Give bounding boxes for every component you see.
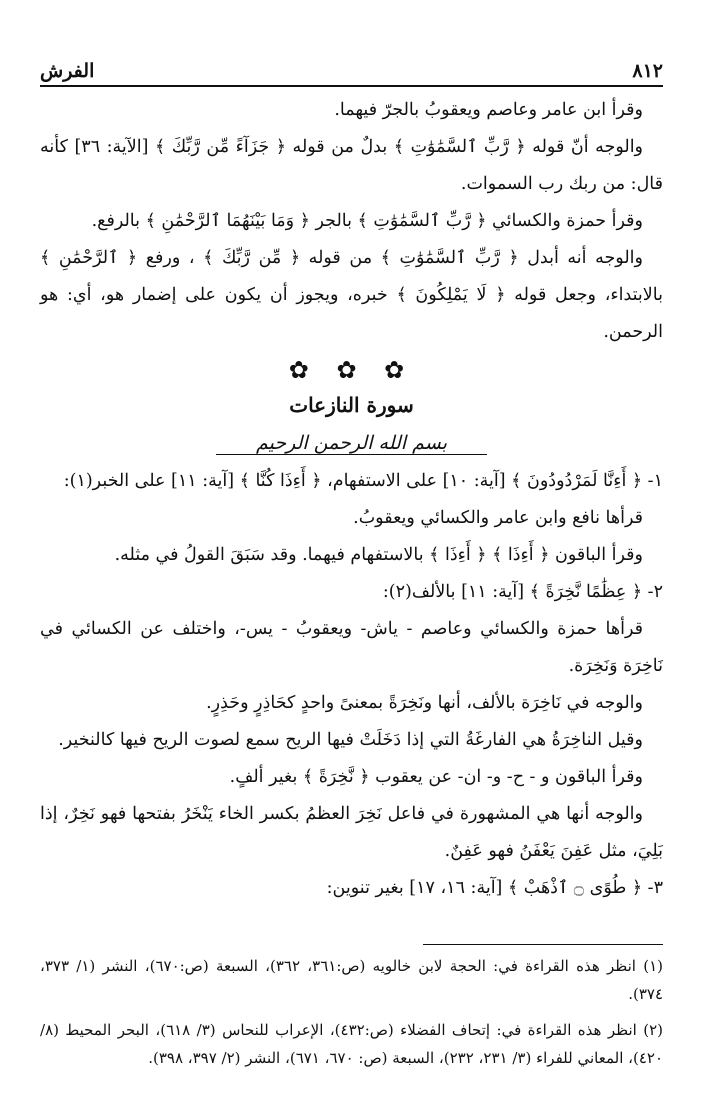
paragraph: والوجه أنّ قوله ﴿ رَّبِّ ٱلسَّمَٰوَٰتِ ﴾ بدلٌ من قوله ﴿ جَزَآءً مِّن رَّبِّكَ ﴾ [الآية: ٣٦] كأنه قال: من ربك رب السموات.: [40, 137, 663, 194]
header-rule: [40, 85, 663, 87]
reading-item: ٣- ﴿ طُوًى ۝ ٱذْهَبْ ﴾ [آية: ١٦، ١٧] بغير تنوين:: [326, 878, 663, 898]
paragraph: قرأها حمزة والكسائي وعاصم - ياش- ويعقوبُ - يس-، واختلف عن الكسائي في نَاخِرَة وَنَخِرَة.: [40, 619, 663, 676]
page-number: ٨١٢: [632, 60, 663, 82]
footnotes: [40, 952, 663, 1080]
paragraph: قرأها نافع وابن عامر والكسائي ويعقوبُ.: [353, 508, 643, 528]
paragraph: وقرأ ابن عامر وعاصم ويعقوبُ بالجرّ فيهما.: [334, 100, 643, 120]
paragraph: والوجه أنه أبدل ﴿ رَّبِّ ٱلسَّمَٰوَٰتِ ﴾ من قوله ﴿ مِّن رَّبِّكَ ﴾ ، ورفع ﴿ ٱلرَّحْمَٰنِ ﴾ بالابتداء، وجعل قوله ﴿ لَا يَمْلِكُونَ ﴾ خبره، ويجوز أن يكون على إضمار هو، أي: هو الرحمن.: [40, 248, 663, 342]
running-header: [40, 60, 663, 82]
paragraph: والوجه أنها هي المشهورة في فاعل نَخِرَ العظمُ بكسر الخاء يَنْخَرُ بفتحها فهو نَخِرٌ، إذا بَلِيَ، مثل عَفِنَ يَعْفَنُ فهو عَفِنٌ.: [40, 804, 663, 861]
basmala-calligraphy: [40, 423, 663, 463]
reading-item: ٢- ﴿ عِظَٰمًا نَّخِرَةً ﴾ [آية: ١١] بالألف(٢):: [382, 582, 663, 602]
footnote: (٢) انظر هذه القراءة في: إتحاف الفضلاء (ص:٤٣٢)، الإعراب للنحاس (٣/ ٦١٨)، البحر المحيط (٨/ ٤٢٠)، المعاني للفراء (٣/ ٢٣١، ٢٣٢)، السبعة (ص: ٦٧٠، ٦٧١)، النشر (٢/ ٣٩٧، ٣٩٨).: [40, 1021, 663, 1067]
surah-title: سورة النازعات: [289, 393, 414, 417]
basmala-text: بسم الله الرحمن الرحيم: [216, 432, 487, 455]
paragraph: والوجه في نَاخِرَة بالألف، أنها ونَخِرَةً بمعنىً واحدٍ كحَاذِرٍ وحَذِرٍ.: [206, 693, 643, 713]
paragraph: وقرأ الباقون و - ح- و- ان- عن يعقوب ﴿ نَّخِرَةً ﴾ بغير ألفٍ.: [229, 767, 643, 787]
ornament-divider: ✿ ✿ ✿: [288, 356, 415, 384]
footnote-separator: [423, 944, 663, 945]
main-text: [40, 92, 663, 907]
paragraph: وقرأ الباقون ﴿ أَءِذَا ﴾ ﴿ أَءِذَا ﴾ بالاستفهام فيهما. وقد سَبَقَ القولُ في مثله.: [114, 545, 643, 565]
book-page: [40, 0, 663, 1101]
reading-item: ١- ﴿ أَءِنَّا لَمَرْدُودُونَ ﴾ [آية: ١٠] على الاستفهام، ﴿ أَءِذَا كُنَّا ﴾ [آية: ١١] على الخبر(١):: [63, 471, 663, 491]
paragraph: وقيل الناخِرَةُ هي الفارغَةُ التي إذا دَخَلَتْ فيها الريح سمع لصوت الريح فيها كالنخير.: [58, 730, 643, 750]
paragraph: وقرأ حمزة والكسائي ﴿ رَّبِّ ٱلسَّمَٰوَٰتِ ﴾ بالجر ﴿ وَمَا بَيْنَهُمَا ٱلرَّحْمَٰنِ ﴾ بالرفع.: [91, 211, 643, 231]
footnote: (١) انظر هذه القراءة في: الحجة لابن خالويه (ص:٣٦١، ٣٦٢)، السبعة (ص:٦٧٠)، النشر (١/ ٣٧٣، ٣٧٤).: [40, 957, 663, 1003]
section-title: الفرش: [40, 60, 95, 82]
